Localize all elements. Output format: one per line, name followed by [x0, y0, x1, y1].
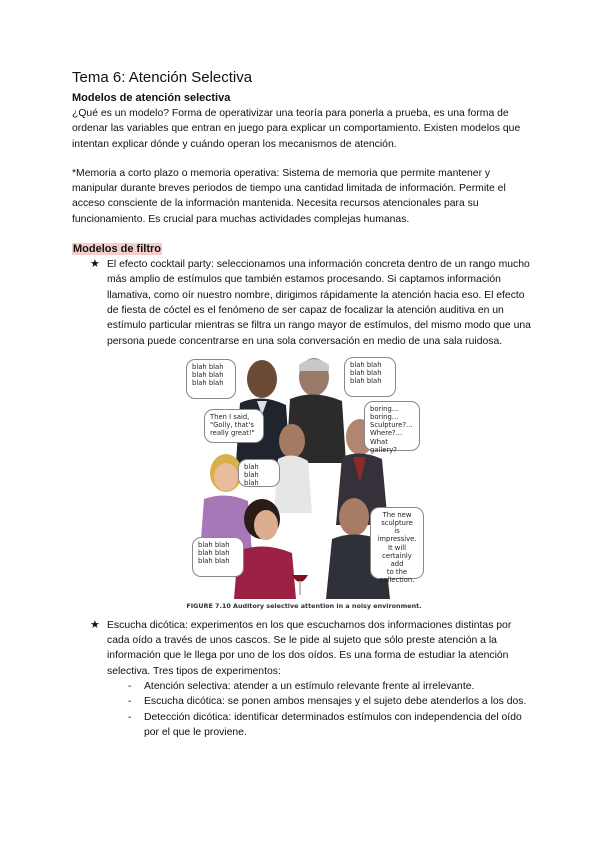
- dash-bullet: -: [128, 696, 132, 708]
- bullet-cocktail-party: [72, 257, 532, 349]
- sub-item-dichotic-listening: [72, 694, 532, 709]
- speech-bubble: blah blah blah blah blah blah: [192, 537, 244, 577]
- speech-bubble: Then I said, "Golly, that's really great!": [204, 409, 264, 443]
- paragraph-model-definition: ¿Qué es un modelo? Forma de operativizar una teoría para ponerla a prueba, es una forma de ordenar las variables que entran en juego para explicar un comportamiento. Existen modelos que intentan explicar dónde y cuándo operan los mecanismos de atención.: [72, 108, 521, 150]
- paragraph-working-memory: *Memoria a corto plazo o memoria operativa: Sistema de memoria que permite mantener y manipular durante breves periodos de tiempo una cantidad limitada de información. Permite el acceso consciente de la información mantenida. Necesita recursos atencionales para su funcionamiento. Es crucial para muchas actividades complejas humanas.: [72, 167, 506, 225]
- figure-cocktail-party: [182, 353, 426, 599]
- section-heading-filter-models: [72, 242, 532, 257]
- sub-item-text: Atención selectiva: atender a un estímulo relevante frente al irrelevante.: [144, 681, 475, 693]
- star-bullet-icon: ★: [90, 258, 100, 271]
- speech-bubble: blah blah blah blah blah blah: [186, 359, 236, 399]
- bullet-text: Escucha dicótica: experimentos en los que escuchamos dos informaciones distintas por cada oído a través de unos cascos. Se le pide al sujeto que sólo preste atención a la información que le llega por uno de los dos oídos. Es una forma de estudiar la atención selectiva. Tres tipos de experimentos:: [107, 619, 512, 677]
- star-bullet-icon: ★: [90, 618, 100, 631]
- sub-item-dichotic-detection: [72, 710, 532, 741]
- bullet-text: El efecto cocktail party: seleccionamos una información concreta dentro de un rango mucho más amplio de estímulos que también estamos procesando. Si captamos información llamativa, como oír nuestro nombre, dirigimos rápidamente la atención hacia eso. El efecto de fiesta de cóctel es el fenómeno de ser capaz de focalizar la atención auditiva en un estímulo particular mientras se filtra un rango mayor de estímulos, del mismo modo que una persona puede concentrarse en una sola conversación en medio de una sala ruidosa.: [107, 259, 531, 347]
- sub-item-text: Escucha dicótica: se ponen ambos mensajes y el sujeto debe atenderlos a los dos.: [144, 696, 527, 708]
- bullet-dichotic-listening: [72, 618, 532, 679]
- speech-bubble: blah blah blah blah blah blah: [344, 357, 396, 397]
- section-heading-models: Modelos de atención selectiva: [72, 92, 231, 104]
- speech-bubble: boring... boring... Sculpture?... Where?... What gallery?: [364, 401, 420, 451]
- document-page: [72, 68, 532, 740]
- sub-item-text: Detección dicótica: identificar determinados estímulos con independencia del oído por el que le proviene.: [144, 711, 522, 738]
- dash-bullet: -: [128, 711, 132, 723]
- dash-bullet: -: [128, 681, 132, 693]
- speech-bubble: The new sculpture is impressive. It will certainly add to the collection.: [370, 507, 424, 579]
- highlighted-heading: Modelos de filtro: [73, 243, 161, 256]
- sub-item-selective-attention: [72, 679, 532, 694]
- figure-caption: FIGURE 7.10 Auditory selective attention in a noisy environment.: [186, 601, 422, 610]
- page-title: Tema 6: Atención Selectiva: [72, 69, 253, 86]
- speech-bubble: blah blah blah: [238, 459, 280, 487]
